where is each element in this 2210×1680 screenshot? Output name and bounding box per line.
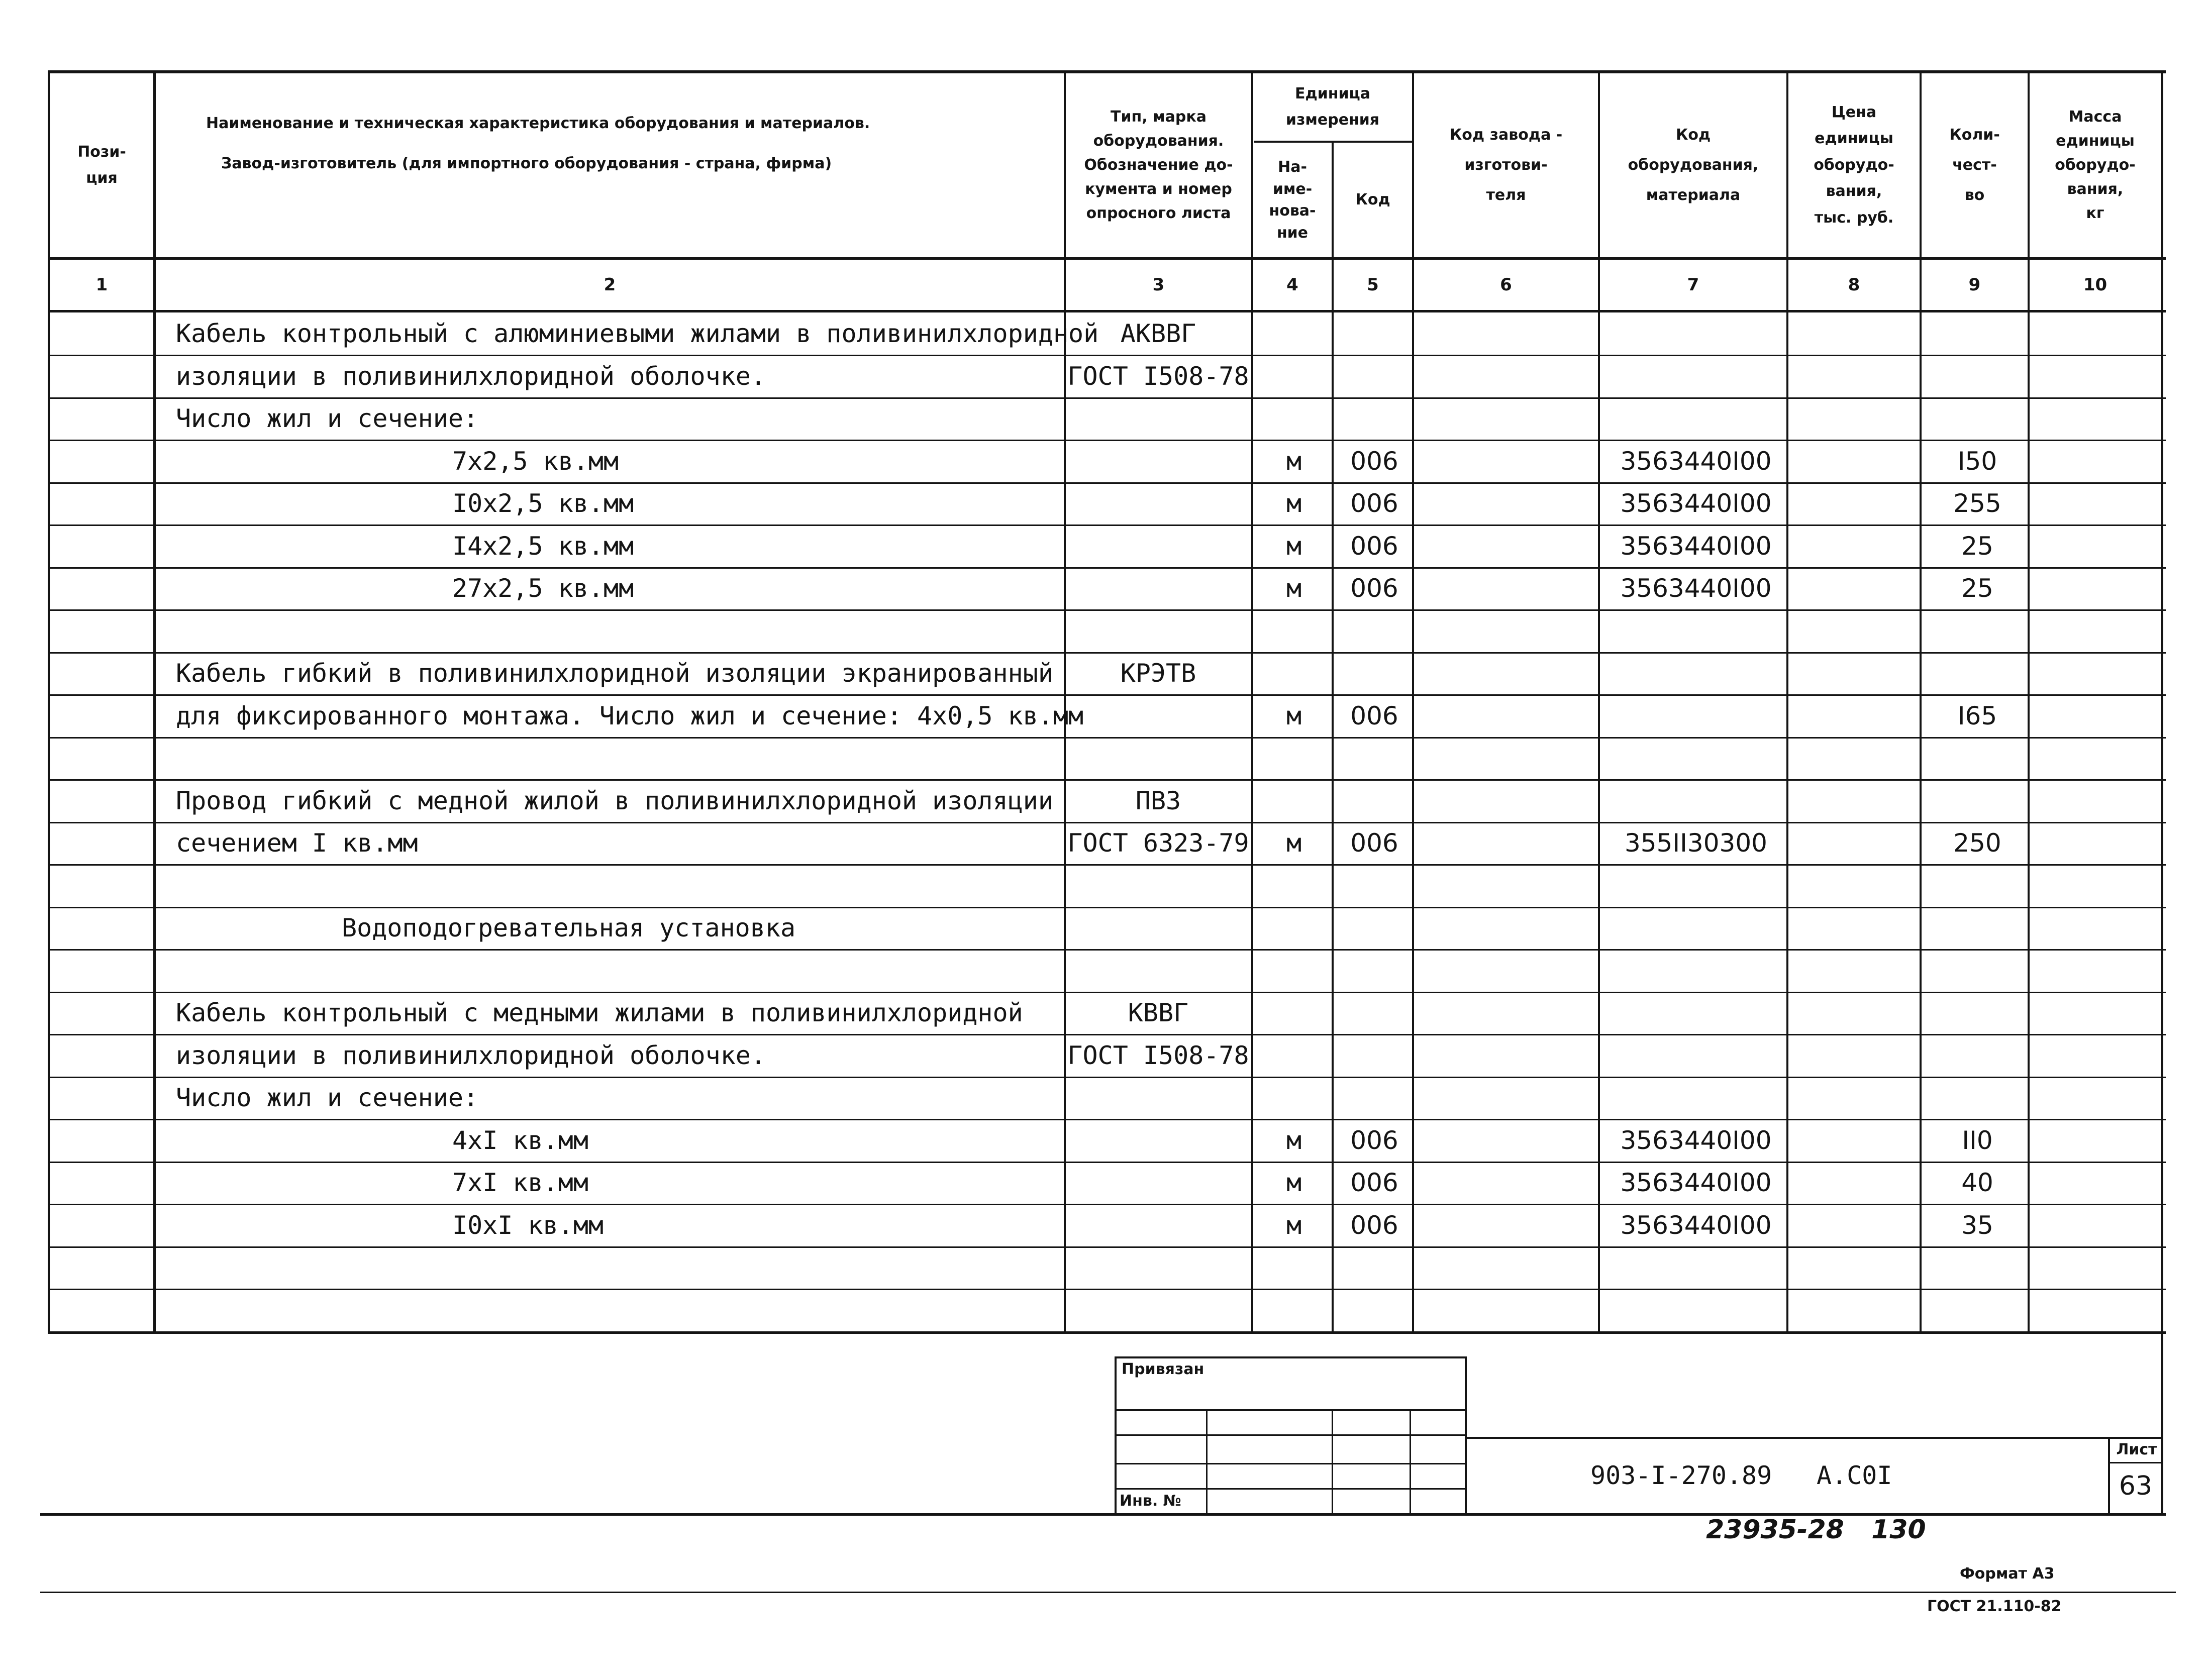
header-type: Тип, марка оборудования. Обозначение до- кумента и номер опросного листа (1084, 108, 1233, 222)
row-type (1068, 482, 1249, 524)
table-row (0, 950, 2210, 992)
row-unit-code (1337, 397, 1412, 440)
row-quantity (1927, 1034, 2028, 1077)
row-name: сечением I кв.мм (176, 828, 418, 858)
format-label: Формат А3 (1960, 1565, 2055, 1583)
table-row (0, 482, 2210, 524)
row-quantity: 250 (1953, 828, 2001, 858)
col-number-1: 1 (95, 275, 108, 295)
table-row (0, 865, 2210, 907)
row-type: АКВВГ (1120, 319, 1196, 348)
row-type: ГОСТ I508-78 (1067, 362, 1249, 391)
doc-code: 903-I-270.89 (1590, 1461, 1772, 1490)
row-equipment-code (1611, 1077, 1781, 1119)
row-type: ГОСТ I508-78 (1067, 1041, 1249, 1070)
row-type: ГОСТ 6323-79 (1067, 828, 1249, 858)
row-type: ПВ3 (1135, 786, 1181, 815)
col-number-10: 10 (2083, 275, 2107, 295)
row-unit-code: 006 (1350, 828, 1398, 858)
table-row (0, 992, 2210, 1034)
row-equipment-code (1611, 865, 1781, 907)
table-row (0, 822, 2210, 864)
row-unit (1254, 992, 1334, 1034)
row-quantity: 40 (1961, 1168, 1993, 1197)
row-unit (1254, 355, 1334, 397)
row-unit: м (1286, 532, 1302, 561)
row-unit-code (1337, 1077, 1412, 1119)
row-unit (1254, 312, 1334, 355)
row-unit: м (1286, 574, 1302, 603)
table-row (0, 737, 2210, 779)
row-unit (1254, 610, 1334, 652)
col-number-7: 7 (1687, 275, 1699, 295)
header-unit-code: Код (1355, 190, 1390, 208)
row-equipment-code (1611, 992, 1781, 1034)
row-unit-code: 006 (1350, 1211, 1398, 1240)
row-type (1068, 1289, 1249, 1331)
row-quantity: 255 (1953, 489, 2001, 518)
row-type (1068, 525, 1249, 567)
row-quantity (1927, 397, 2028, 440)
table-row (0, 1246, 2210, 1289)
table-row (0, 695, 2210, 737)
row-quantity (1927, 1077, 2028, 1119)
row-unit (1254, 950, 1334, 992)
gost-label: ГОСТ 21.110-82 (1927, 1598, 2062, 1615)
table-row (0, 652, 2210, 694)
row-type (1068, 907, 1249, 949)
row-unit-code: 006 (1350, 532, 1398, 561)
row-equipment-code (1611, 355, 1781, 397)
row-quantity (1927, 652, 2028, 694)
row-name: 7хI кв.мм (452, 1168, 588, 1197)
col-number-8: 8 (1848, 275, 1860, 295)
col-number-5: 5 (1367, 275, 1379, 295)
table-row (0, 1119, 2210, 1162)
row-unit (1254, 1246, 1334, 1289)
row-type (1068, 865, 1249, 907)
row-equipment-code (1611, 695, 1781, 737)
row-name: Кабель гибкий в поливинилхлоридной изоляции экранированный (176, 659, 1053, 688)
row-name: I0хI кв.мм (452, 1211, 604, 1240)
row-unit: м (1286, 489, 1302, 518)
row-name: изоляции в поливинилхлоридной оболочке. (176, 1041, 766, 1070)
col-number-3: 3 (1152, 275, 1165, 295)
row-unit (1254, 397, 1334, 440)
row-type: КРЭТВ (1120, 659, 1196, 688)
row-quantity (1927, 1289, 2028, 1331)
row-quantity (1927, 907, 2028, 949)
row-unit-code (1337, 737, 1412, 779)
table-row (0, 610, 2210, 652)
row-equipment-code (1611, 610, 1781, 652)
header-unit-name: На- име- нова- ние (1269, 158, 1316, 242)
row-unit (1254, 1289, 1334, 1331)
table-row (0, 1034, 2210, 1077)
row-quantity (1927, 312, 2028, 355)
row-type (1068, 397, 1249, 440)
row-unit (1254, 865, 1334, 907)
row-name: I4х2,5 кв.мм (452, 532, 634, 561)
header-unit: Единица измерения (1285, 84, 1380, 129)
row-unit-code: 006 (1350, 701, 1398, 730)
row-equipment-code: 3563440I00 (1620, 1126, 1772, 1155)
row-equipment-code: 3563440I00 (1620, 489, 1772, 518)
row-type (1068, 950, 1249, 992)
row-equipment-code: 3563440I00 (1620, 574, 1772, 603)
row-unit-code (1337, 950, 1412, 992)
row-unit: м (1286, 447, 1302, 476)
table-row (0, 907, 2210, 949)
row-quantity: I50 (1957, 447, 1997, 476)
row-unit-code (1337, 992, 1412, 1034)
row-unit-code (1337, 865, 1412, 907)
row-equipment-code (1611, 950, 1781, 992)
row-type (1068, 695, 1249, 737)
row-name: для фиксированного монтажа. Число жил и сечение: 4х0,5 кв.мм (176, 701, 1084, 730)
row-unit (1254, 737, 1334, 779)
row-unit-code: 006 (1350, 1168, 1398, 1197)
row-quantity (1927, 780, 2028, 822)
row-unit-code (1337, 1289, 1412, 1331)
table-row (0, 397, 2210, 440)
row-unit-code: 006 (1350, 574, 1398, 603)
table-row (0, 440, 2210, 482)
row-name: 7х2,5 кв.мм (452, 447, 619, 476)
row-name: Число жил и сечение: (176, 404, 479, 433)
table-row (0, 355, 2210, 397)
row-name: Провод гибкий с медной жилой в поливинилхлоридной изоляции (176, 786, 1053, 815)
row-unit (1254, 780, 1334, 822)
row-unit-code (1337, 355, 1412, 397)
row-type (1068, 1077, 1249, 1119)
sheet-label: Лист (2116, 1441, 2157, 1458)
row-unit-code: 006 (1350, 447, 1398, 476)
table-row (0, 1204, 2210, 1246)
row-type (1068, 737, 1249, 779)
header-position: Пози- ция (77, 143, 126, 187)
table-row (0, 1162, 2210, 1204)
table-row (0, 1077, 2210, 1119)
row-equipment-code: 355II30300 (1625, 828, 1767, 858)
row-quantity (1927, 865, 2028, 907)
row-unit-code (1337, 780, 1412, 822)
row-unit (1254, 1034, 1334, 1077)
row-equipment-code (1611, 1246, 1781, 1289)
row-quantity: I65 (1957, 701, 1997, 730)
row-name: Кабель контрольный с алюминиевыми жилами в поливинилхлоридной (176, 319, 1099, 348)
row-unit-code (1337, 610, 1412, 652)
row-equipment-code: 3563440I00 (1620, 1211, 1772, 1240)
row-unit-code (1337, 312, 1412, 355)
row-quantity (1927, 737, 2028, 779)
row-unit (1254, 652, 1334, 694)
row-type (1068, 440, 1249, 482)
row-quantity: 25 (1961, 532, 1993, 561)
row-unit (1254, 1077, 1334, 1119)
row-type (1068, 1246, 1249, 1289)
header-quantity: Коли- чест- во (1949, 126, 2000, 204)
row-unit-code (1337, 1034, 1412, 1077)
row-equipment-code (1611, 312, 1781, 355)
table-row (0, 312, 2210, 355)
row-type (1068, 610, 1249, 652)
row-equipment-code: 3563440I00 (1620, 1168, 1772, 1197)
row-name: Кабель контрольный с медными жилами в поливинилхлоридной (176, 998, 1023, 1027)
row-equipment-code (1611, 1289, 1781, 1331)
handwritten-number: 23935-28 130 (1706, 1515, 1926, 1545)
table-row (0, 780, 2210, 822)
row-quantity (1927, 355, 2028, 397)
row-type (1068, 1119, 1249, 1162)
row-quantity (1927, 1246, 2028, 1289)
row-type (1068, 1204, 1249, 1246)
row-equipment-code: 3563440I00 (1620, 532, 1772, 561)
row-quantity: 25 (1961, 574, 1993, 603)
row-unit-code (1337, 907, 1412, 949)
col-number-6: 6 (1500, 275, 1512, 295)
sheet-number: 63 (2119, 1471, 2153, 1501)
table-row (0, 1289, 2210, 1331)
header-factory-code: Код завода - изготови- теля (1449, 126, 1563, 204)
row-equipment-code (1611, 397, 1781, 440)
header-name (156, 73, 1064, 257)
row-type (1068, 567, 1249, 609)
col-number-4: 4 (1286, 275, 1298, 295)
row-unit: м (1286, 701, 1302, 730)
row-name: Число жил и сечение: (176, 1083, 479, 1112)
row-name: I0х2,5 кв.мм (452, 489, 634, 518)
table-row (0, 525, 2210, 567)
col-number-2: 2 (604, 275, 616, 295)
header-name-line2: Завод-изготовитель (для импортного оборудования - страна, фирма) (221, 154, 832, 172)
row-type: КВВГ (1128, 998, 1189, 1027)
row-name: 27х2,5 кв.мм (452, 574, 634, 603)
row-type (1068, 1162, 1249, 1204)
row-name: 4хI кв.мм (452, 1126, 588, 1155)
row-unit: м (1286, 1168, 1302, 1197)
row-unit: м (1286, 1211, 1302, 1240)
row-quantity: 35 (1961, 1211, 1993, 1240)
header-mass: Масса единицы оборудо- вания, кг (2055, 108, 2136, 222)
row-name: изоляции в поливинилхлоридной оболочке. (176, 362, 766, 391)
row-quantity (1927, 950, 2028, 992)
col-number-9: 9 (1968, 275, 1981, 295)
row-unit: м (1286, 1126, 1302, 1155)
row-unit-code: 006 (1350, 489, 1398, 518)
row-equipment-code (1611, 907, 1781, 949)
row-equipment-code (1611, 652, 1781, 694)
header-equipment-code: Код оборудования, материала (1628, 126, 1759, 204)
row-unit-code (1337, 1246, 1412, 1289)
row-equipment-code (1611, 737, 1781, 779)
stamp-inv-label: Инв. № (1120, 1492, 1181, 1510)
row-equipment-code (1611, 1034, 1781, 1077)
header-unit-price: Цена единицы оборудо- вания, тыс. руб. (1814, 103, 1894, 227)
table-row (0, 567, 2210, 609)
header-name-line1: Наименование и техническая характеристика оборудования и материалов. (206, 114, 870, 132)
row-equipment-code: 3563440I00 (1620, 447, 1772, 476)
row-quantity (1927, 610, 2028, 652)
stamp-bound-label: Привязан (1122, 1360, 1204, 1378)
row-unit (1254, 907, 1334, 949)
row-name: Водоподогревательная установка (342, 913, 796, 942)
row-unit: м (1286, 828, 1302, 858)
doc-mark: А.С0I (1817, 1461, 1892, 1490)
row-unit-code: 006 (1350, 1126, 1398, 1155)
row-quantity (1927, 992, 2028, 1034)
row-unit-code (1337, 652, 1412, 694)
row-quantity: II0 (1962, 1126, 1993, 1155)
row-equipment-code (1611, 780, 1781, 822)
